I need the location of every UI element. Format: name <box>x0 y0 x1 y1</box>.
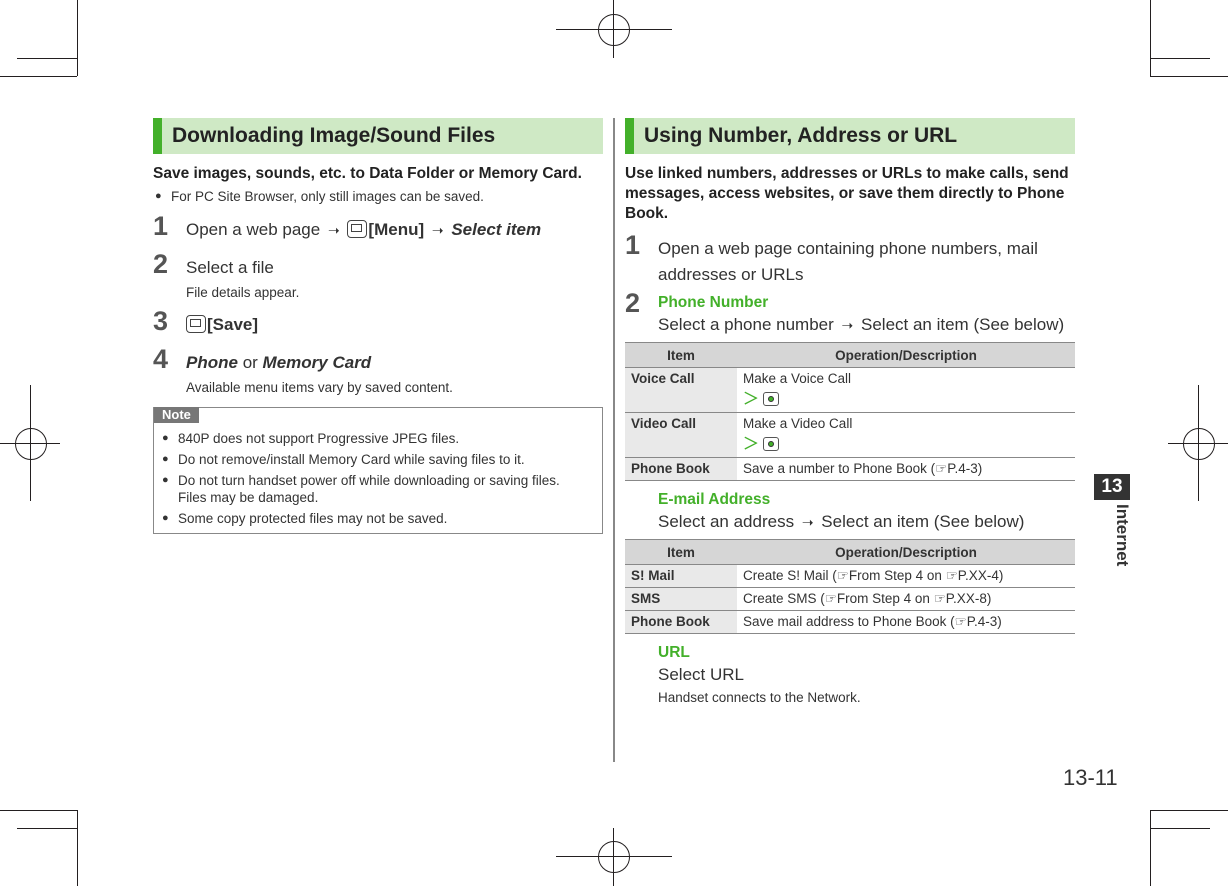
registration-mark <box>556 856 672 857</box>
table-row: Video Call Make a Video Call ＞ <box>625 413 1075 458</box>
step-number: 1 <box>625 230 641 260</box>
crop-mark <box>77 0 78 76</box>
note-item: ● 840P does not support Progressive JPEG files. <box>154 430 602 447</box>
step-number: 1 <box>153 211 169 241</box>
step-2: 2 Phone Number Select a phone number ➝ Select an item (See below) <box>625 294 1075 338</box>
email-options-table: Item Operation/Description S! Mail Create S! Mail (☞From Step 4 on ☞P.XX-4) SMS Create SMS (☞From Step 4 on ☞P.XX-8) Phone Book Save mail address to Phone Book (☞P.4-3) <box>625 539 1075 634</box>
step-1: 1 Open a web page containing phone numbers, mail addresses or URLs <box>625 230 1038 284</box>
crop-mark <box>17 828 77 829</box>
pointer-icon: ☞ <box>824 591 837 606</box>
registration-mark <box>1198 385 1199 501</box>
registration-mark <box>613 0 614 58</box>
crop-mark <box>0 76 77 77</box>
right-column <box>625 118 1075 705</box>
center-key-icon <box>763 437 779 451</box>
arrow-icon: ➝ <box>801 514 814 530</box>
pointer-icon: ☞ <box>954 614 967 629</box>
step-number: 4 <box>153 344 169 374</box>
bullet-item: ● For PC Site Browser, only still images can be saved. <box>153 188 603 205</box>
step-2: 2 Select a file File details appear. <box>153 249 300 300</box>
registration-mark <box>1183 428 1215 460</box>
arrow-icon: ➝ <box>327 222 340 238</box>
sub-heading: URL <box>658 644 690 661</box>
email-block: E-mail Address Select an address ➝ Select an item (See below) <box>625 491 1075 535</box>
note-item: ● Do not turn handset power off while downloading or saving files. Files may be damaged. <box>154 472 602 506</box>
gt-icon: ＞ <box>743 436 760 453</box>
note-label: Note <box>154 407 199 423</box>
note-item: ● Some copy protected files may not be saved. <box>154 510 602 527</box>
arrow-icon: ➝ <box>431 222 444 238</box>
step-3: 3 [Save] <box>153 306 259 336</box>
registration-mark <box>613 828 614 886</box>
pointer-icon: ☞ <box>935 461 948 476</box>
crop-mark <box>1150 76 1228 77</box>
crop-mark <box>0 810 77 811</box>
section-title: Downloading Image/Sound Files <box>153 118 603 154</box>
chapter-number-tab: 13 <box>1094 474 1130 500</box>
table-row: SMS Create SMS (☞From Step 4 on ☞P.XX-8) <box>625 588 1075 611</box>
section-lead: Use linked numbers, addresses or URLs to make calls, send messages, access websites, or save them directly to Phone Book. <box>625 165 1069 222</box>
mail-key-icon <box>186 315 206 333</box>
chapter-label: Internet <box>1113 504 1132 567</box>
left-column <box>153 118 603 534</box>
sub-heading: E-mail Address <box>658 491 771 508</box>
phone-options-table: Item Operation/Description Voice Call Make a Voice Call ＞ Video Call Make a Video Call ＞ Phone Book Save a number to Phone Book (☞P.4-3) <box>625 342 1075 481</box>
step-number: 2 <box>625 288 641 318</box>
section-lead: Save images, sounds, etc. to Data Folder or Memory Card. <box>153 165 582 182</box>
registration-mark <box>30 385 31 501</box>
table-row: Voice Call Make a Voice Call ＞ <box>625 368 1075 413</box>
sub-heading: Phone Number <box>658 294 769 311</box>
table-row: Phone Book Save a number to Phone Book (☞P.4-3) <box>625 458 1075 481</box>
pointer-icon: ☞ <box>933 591 946 606</box>
registration-mark <box>15 428 47 460</box>
page-number: 13-11 <box>1063 765 1118 790</box>
step-4: 4 Phone or Memory Card Available menu items vary by saved content. <box>153 344 453 395</box>
crop-mark <box>1150 810 1151 886</box>
crop-mark <box>1150 828 1210 829</box>
mail-key-icon <box>347 220 367 238</box>
crop-mark <box>17 58 77 59</box>
crop-mark <box>1150 58 1210 59</box>
pointer-icon: ☞ <box>836 568 849 583</box>
registration-mark <box>598 14 630 46</box>
step-1: 1 Open a web page ➝ [Menu] ➝ Select item <box>153 211 542 241</box>
table-row: S! Mail Create S! Mail (☞From Step 4 on ☞P.XX-4) <box>625 565 1075 588</box>
registration-mark <box>598 841 630 873</box>
step-number: 2 <box>153 249 169 279</box>
table-row: Phone Book Save mail address to Phone Book (☞P.4-3) <box>625 611 1075 634</box>
crop-mark <box>1150 0 1151 76</box>
registration-mark <box>556 29 672 30</box>
section-title: Using Number, Address or URL <box>625 118 1075 154</box>
crop-mark <box>1150 810 1228 811</box>
arrow-icon: ➝ <box>841 317 854 333</box>
gt-icon: ＞ <box>743 391 760 408</box>
pointer-icon: ☞ <box>945 568 958 583</box>
note-item: ● Do not remove/install Memory Card while saving files to it. <box>154 451 602 468</box>
step-number: 3 <box>153 306 169 336</box>
column-divider <box>613 118 615 762</box>
note-box <box>153 407 603 534</box>
url-block: URL Select URL Handset connects to the Network. <box>625 644 1075 705</box>
crop-mark <box>77 810 78 886</box>
center-key-icon <box>763 392 779 406</box>
